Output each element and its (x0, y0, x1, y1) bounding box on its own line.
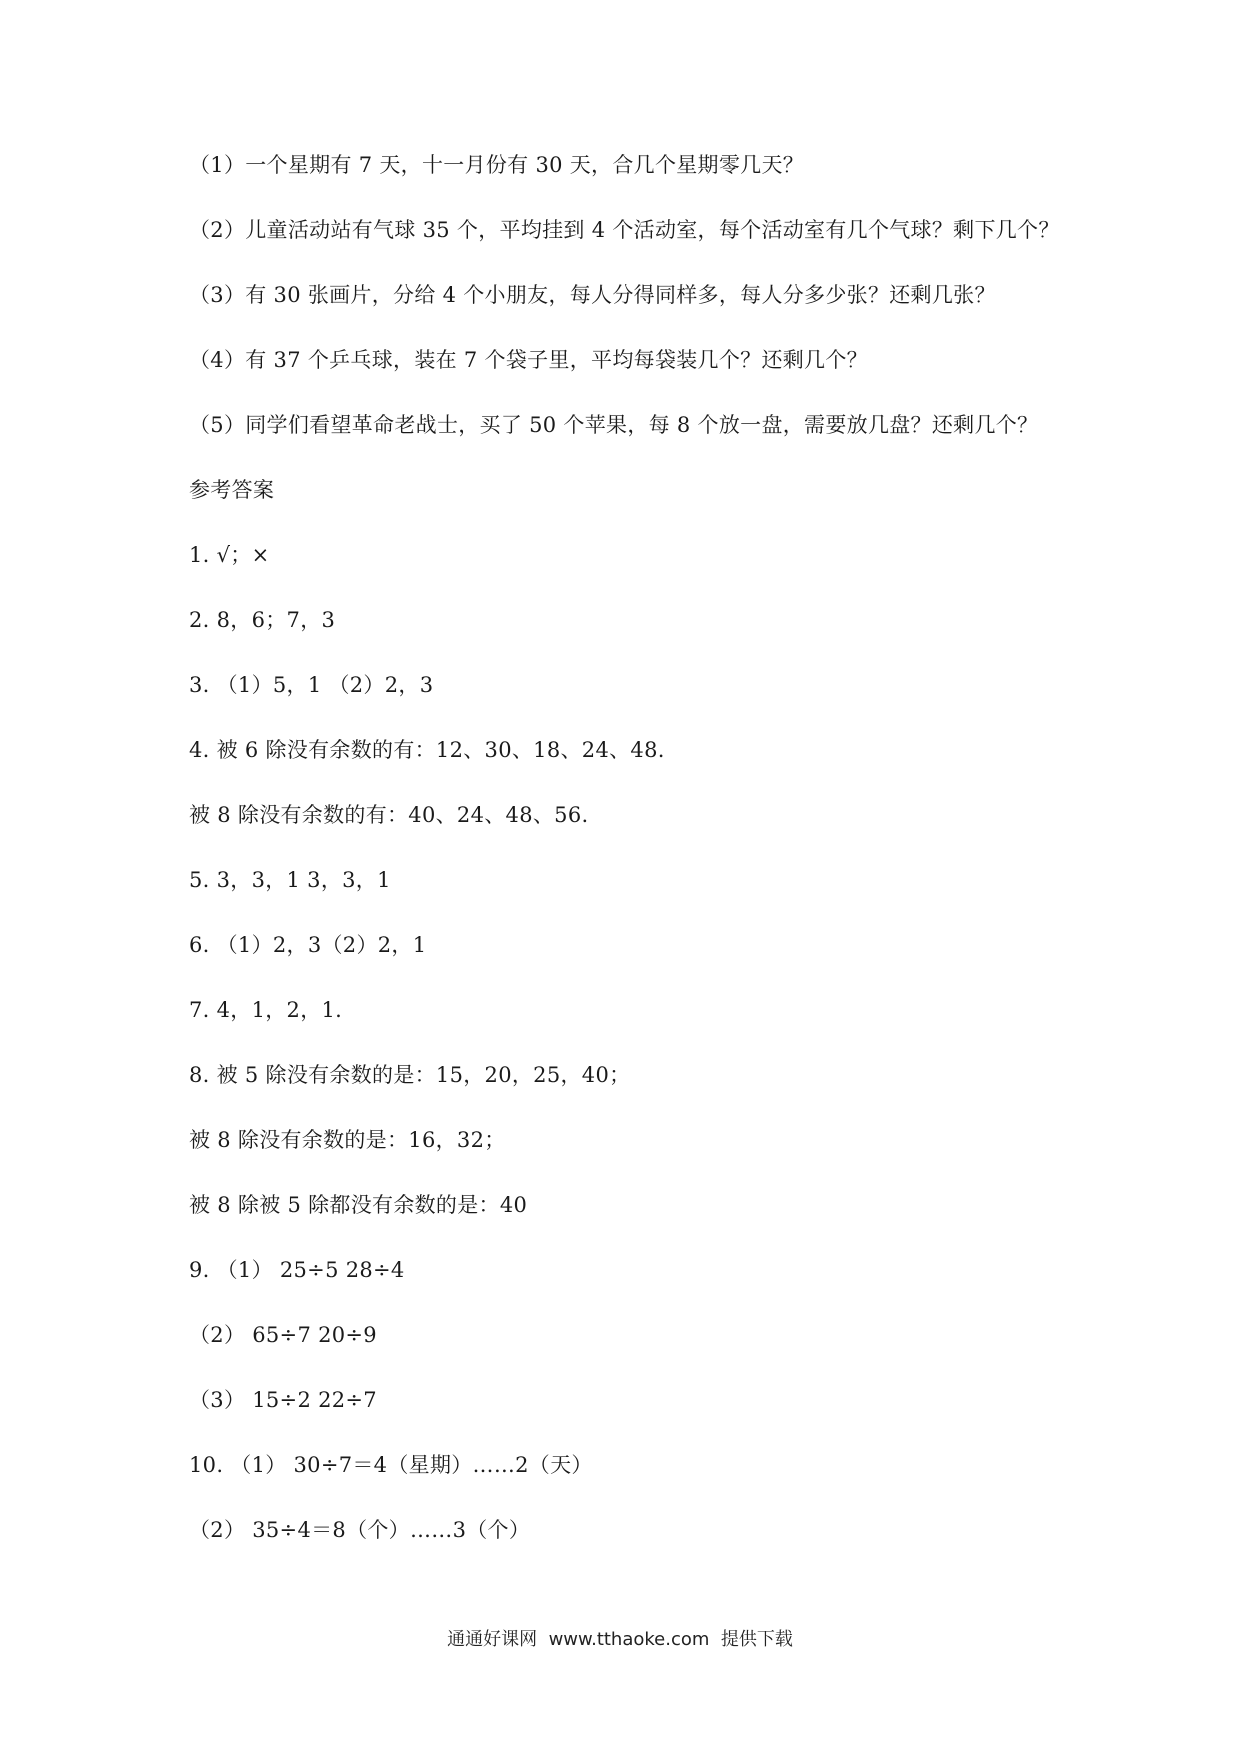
answer-line-9: 8. 被 5 除没有余数的是：15，20，25，40； (189, 1063, 631, 1087)
answer-line-12: 9. （1） 25÷5 28÷4 (189, 1258, 405, 1282)
answer-line-6: 5. 3，3，1 3，3，1 (189, 868, 391, 892)
answer-line-11: 被 8 除被 5 除都没有余数的是：40 (189, 1193, 528, 1217)
question-4: （4）有 37 个乒乓球，装在 7 个袋子里，平均每袋装几个？还剩几个？ (189, 348, 868, 372)
answer-line-4: 4. 被 6 除没有余数的有：12、30、18、24、48. (189, 738, 665, 762)
answer-line-5: 被 8 除没有余数的有：40、24、48、56. (189, 803, 589, 827)
answer-line-7: 6. （1）2，3（2）2，1 (189, 933, 427, 957)
answer-line-14: （3） 15÷2 22÷7 (189, 1388, 377, 1412)
question-1: （1）一个星期有 7 天，十一月份有 30 天，合几个星期零几天？ (189, 153, 805, 177)
answer-line-16: （2） 35÷4＝8（个）……3（个） (189, 1518, 531, 1542)
answer-line-2: 2. 8，6；7，3 (189, 608, 336, 632)
question-3: （3）有 30 张画片，分给 4 个小朋友，每人分得同样多，每人分多少张？还剩几张？ (189, 283, 996, 307)
answer-line-1: 1. √；× (189, 543, 270, 567)
answer-line-3: 3. （1）5，1 （2）2，3 (189, 673, 434, 697)
answers-title: 参考答案 (189, 478, 275, 502)
content-lines (189, 146, 1189, 1576)
page-footer: 通通好课网 www.tthaoke.com 提供下载 (447, 1629, 793, 1650)
answer-line-8: 7. 4，1，2，1. (189, 998, 343, 1022)
question-5: （5）同学们看望革命老战士，买了 50 个苹果，每 8 个放一盘，需要放几盘？还剩几个？ (189, 413, 1039, 437)
question-2: （2）儿童活动站有气球 35 个，平均挂到 4 个活动室，每个活动室有几个气球？剩下几个？ (189, 218, 1060, 242)
answer-line-15: 10. （1） 30÷7＝4（星期）……2（天） (189, 1453, 593, 1477)
answer-line-10: 被 8 除没有余数的是：16，32； (189, 1128, 506, 1152)
answer-line-13: （2） 65÷7 20÷9 (189, 1323, 377, 1347)
